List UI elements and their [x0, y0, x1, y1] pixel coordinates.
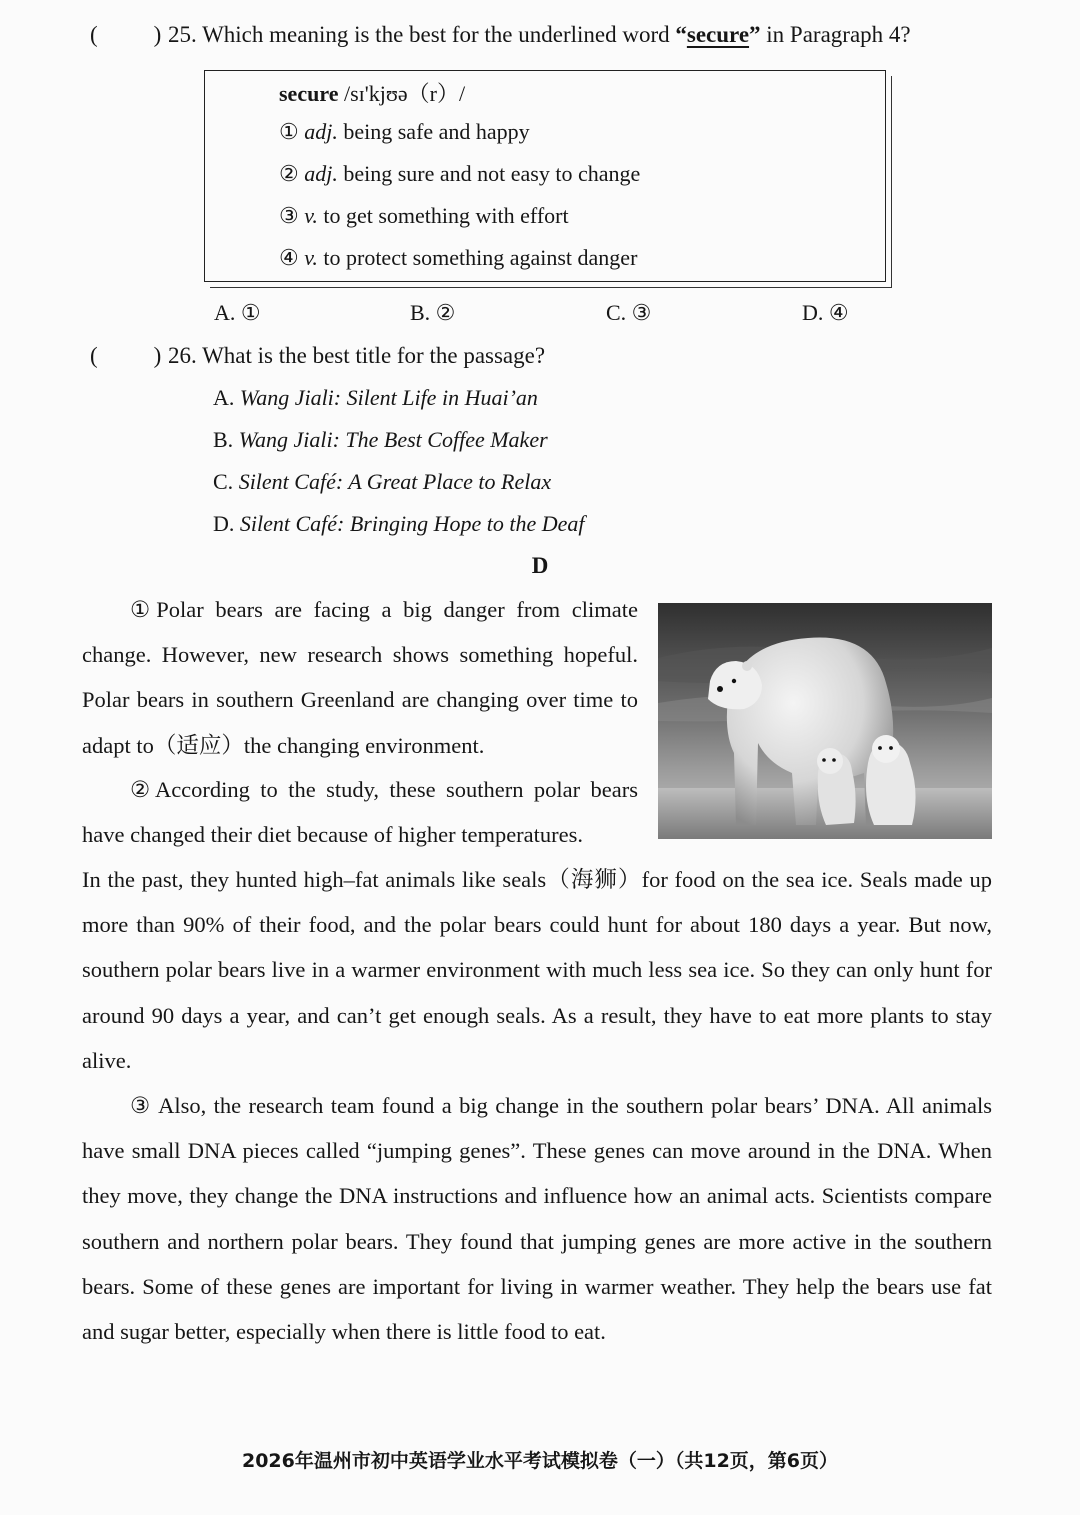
- polar-bears-illustration: [658, 603, 992, 839]
- page-footer: 2026年温州市初中英语学业水平考试模拟卷（一）（共12页，第6页）: [241, 1450, 839, 1472]
- question-26-text: 26. What is the best title for the passage?: [168, 343, 546, 368]
- question-26: [90, 343, 545, 369]
- option-b[interactable]: B. ②: [410, 300, 456, 325]
- option-b[interactable]: B. Wang Jiali: The Best Coffee Maker: [213, 427, 548, 452]
- dictionary-headword-line: secure /sɪ'kjʊə（r）/: [279, 81, 466, 106]
- option-a[interactable]: A. ①: [214, 300, 261, 325]
- option-c[interactable]: C. Silent Café: A Great Place to Relax: [213, 469, 552, 494]
- answer-blank[interactable]: ( ): [90, 22, 162, 47]
- option-d[interactable]: D. ④: [802, 300, 849, 325]
- paragraph-2-start: ②According to the study, these southern polar bears have changed their diet because of higher temperatures.: [82, 777, 638, 848]
- option-c[interactable]: C. ③: [606, 300, 652, 325]
- paragraph-3: ③ Also, the research team found a big change in the southern polar bears’ DNA. All animals have small DNA pieces called “jumping genes”. These genes can move around in the DNA. When they move, they change the DNA instructions and influence how an animal acts. Scientists compare southern and northern polar bears. They found that jumping genes are more active in the southern bears. Some of these genes are important for living in warmer weather. They help the bears use fat and sugar better, especially when there is little food to eat.: [82, 1093, 992, 1345]
- dictionary-box: [204, 70, 886, 282]
- answer-blank[interactable]: ( ): [90, 343, 162, 368]
- definition-2: ② adj. being sure and not easy to change: [279, 161, 641, 186]
- option-a[interactable]: A. Wang Jiali: Silent Life in Huai’an: [213, 385, 538, 410]
- underlined-word: secure: [686, 22, 750, 47]
- definition-4: ④ v. to protect something against danger: [279, 245, 638, 270]
- definition-3: ③ v. to get something with effort: [279, 203, 569, 228]
- polar-bears-photo: [658, 603, 992, 839]
- paragraph-1: ①Polar bears are facing a big danger from climate change. However, new research shows something hopeful. Polar bears in southern Greenland are changing over time to adapt to（适应）the changing environment.: [82, 597, 638, 758]
- definition-1: ① adj. being safe and happy: [279, 119, 530, 144]
- section-heading: D: [531, 553, 549, 578]
- option-d[interactable]: D. Silent Café: Bringing Hope to the Deaf: [213, 511, 585, 536]
- paragraph-2-cont: In the past, they hunted high–fat animals like seals（海狮）for food on the sea ice. Seals made up more than 90% of their food, and the polar bears could hunt for about 180 days a year. But now, southern polar bears live in a warmer environment with much less sea ice. So they can only hunt for around 90 days a year, and can’t get enough seals. As a result, they have to eat more plants to stay alive.: [82, 867, 992, 1073]
- question-25-text: 25. Which meaning is the best for the underlined word: [168, 22, 676, 47]
- question-25: ( ) 25. Which meaning is the best for the underlined word “secure” in Paragraph 4?: [90, 22, 911, 47]
